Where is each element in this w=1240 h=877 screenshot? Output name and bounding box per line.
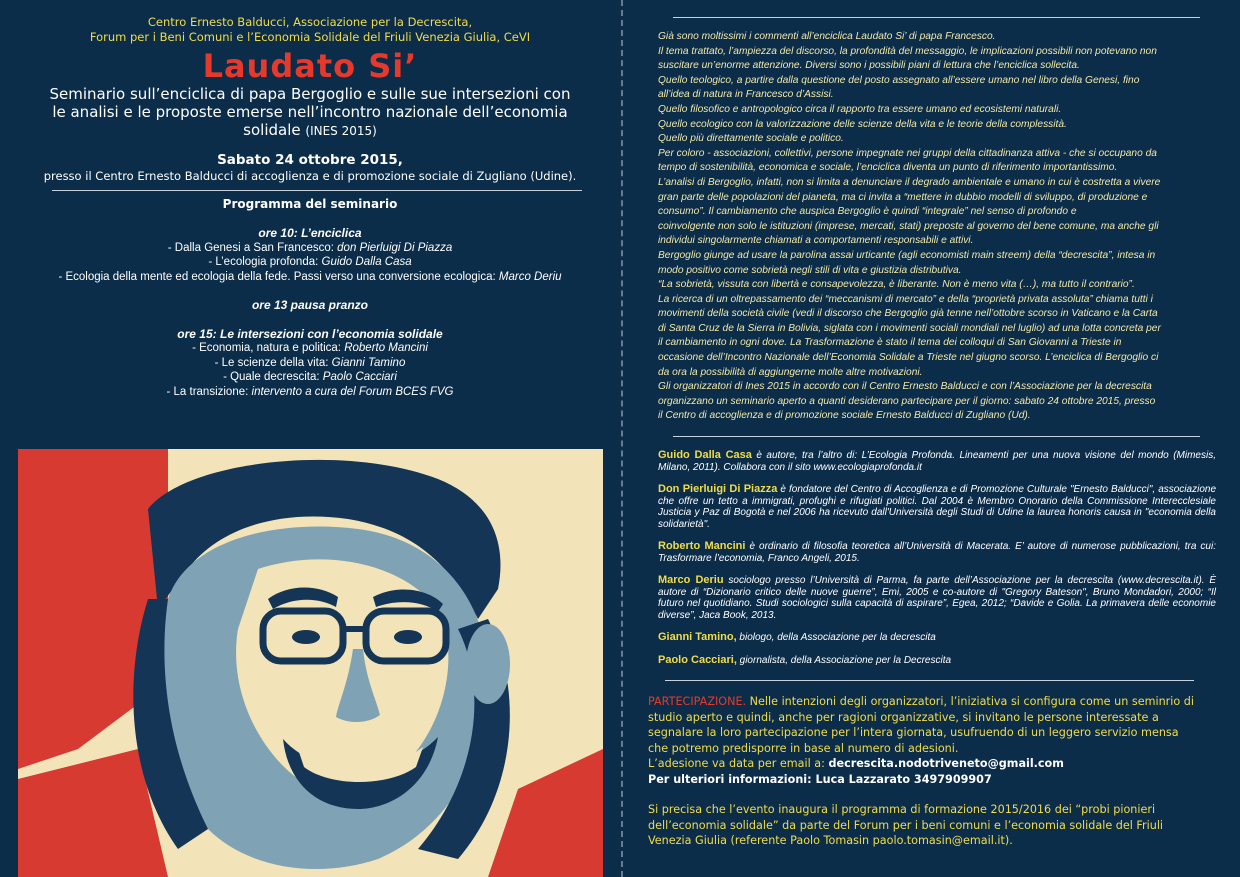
program-item: [0, 255, 620, 270]
participation-note: Si precisa che l’evento inaugura il programma di formazione 2015/2016 dei “probi pionieri dell’economia solidale” da parte del Forum per i beni comuni e l’economia solidale del Friuli Venezia Giulia (referente Paolo Tomasin paolo.tomasin@email.it).: [648, 803, 1164, 848]
bio-text: è fondatore del Centro di Accoglienza e di Promozione Culturale "Ernesto Balducci", associazione che offre un tetto a immigrati, profughi e rifugiati politici. Dal 2004 è Membro Onorario della Commissione Interecclesiale Justicia y Paz di Bogotà e nel 2006 ha ricevuto dall'Università degli Studi di Udine la laurea honoris causa in "economia della solidarietà".: [658, 484, 1217, 530]
organizers-line-1: Centro Ernesto Balducci, Associazione per la Decrescita,: [147, 15, 473, 29]
program-item-title: - Dalla Genesi a San Francesco:: [167, 241, 338, 254]
speaker-name: Gianni Tamino: [331, 356, 406, 369]
contact-info: Per ulteriori informazioni: Luca Lazzarato 3497909907: [648, 772, 992, 786]
program-item: [0, 356, 620, 371]
bio-text: è autore, tra l’altro di: L’Ecologia Profonda. Lineamenti per una nuova visione del mondo (Mimesis, Milano, 2011). Collabora con il sito www.ecologiaprofonda.it: [658, 450, 1216, 473]
intro-line: Già sono moltissimi i commenti all’enciclica Laudato Si’ di papa Francesco.: [658, 31, 996, 42]
program-item-title: - L’ecologia profonda:: [208, 256, 322, 268]
intro-line: individui singolarmente chiamati a comportamenti responsabili e attivi.: [658, 235, 974, 247]
subtitle-line-2: le analisi e le proposte emerse nell’incontro nazionale dell’economia: [52, 103, 568, 121]
intro-line: di Santa Cruz de la Sierra in Bolivia, siglata con i movimenti sociali mondiali nel luglio) ad una lotta concreta per: [658, 322, 1161, 334]
program-item: [0, 241, 620, 256]
bio-text: è ordinario di filosofia teoretica all’Università di Macerata. E’ autore di numerose pubblicazioni, tra cui: Trasformare l’economia, Franco Angeli, 2015.: [658, 541, 1216, 564]
intro-line: Quello filosofico e antropologico circa il rapporto tra essere umano ed ecosistemi naturali.: [658, 103, 1062, 115]
program-item: [0, 270, 620, 285]
intro-line: il cambiamento in ogni dove. La Trasformazione è stato il tema dei colloqui di San Giovanni a Trieste in: [658, 337, 1122, 349]
participation-section: [625, 681, 1240, 849]
intro-line: il Centro di accoglienza e di promozione sociale Ernesto Balducci di Zugliano (Ud).: [658, 410, 1031, 422]
bio-item: [658, 541, 1216, 564]
afternoon-heading: ore 15: Le intersezioni con l’economia solidale: [177, 326, 443, 341]
participation-label: PARTECIPAZIONE.: [648, 695, 747, 709]
intro-line: modo positivo come sobrietà negli stili di vita e giustizia distributiva.: [658, 264, 962, 276]
speaker-name: Guido Dalla Casa: [321, 256, 412, 268]
pope-portrait-illustration: [18, 449, 603, 877]
organizers: [0, 15, 620, 45]
email-label: L’adesione va data per email a:: [648, 757, 829, 771]
program-item-title: - Economia, natura e politica:: [192, 342, 345, 354]
speaker-name: don Pierluigi Di Piazza: [337, 241, 453, 254]
program-item: [0, 341, 620, 356]
divider-line: [52, 190, 582, 191]
bio-name: Marco Deriu: [658, 574, 724, 587]
bio-item: [658, 632, 1216, 644]
intro-line: “La sobrietà, vissuta con libertà e consapevolezza, è liberante. Non è meno vita (…), ma tutto il contrario”.: [658, 279, 1135, 291]
event-place: presso il Centro Ernesto Balducci di accoglienza e di promozione sociale di Zugliano (Udine).: [43, 169, 577, 183]
bio-text: sociologo presso l’Università di Parma, fa parte dell’Associazione per la decrescita (www.decrescita.it). È autore di “Dizionario critico delle nuove guerre”, Emi, 2005 e co-autore di "Gregory Bateson", Bruno Mondadori, 2000; “Il futuro nel quotidiano. Studi sociologici sulla capacità di aspirare”, Egea, 2012; “Davide e Golia. La primavera delle economie diverse”, Jaca Book, 2013.: [658, 575, 1217, 621]
intro-line: Bergoglio giunge ad usare la parolina assai urticante (agli economisti main streem) della “decrescita”, intesa in: [658, 249, 1156, 261]
intro-line: Gli organizzatori di Ines 2015 in accordo con il Centro Ernesto Balducci e con l’Associazione per la decrescita: [658, 381, 1152, 393]
intro-line: all’idea di natura in Francesco d’Assisi.: [658, 89, 834, 101]
participation-text: Nelle intenzioni degli organizzatori, l’iniziativa si configura come un seminrio di studio aperto e quindi, anche per ragioni organizzative, si invitano le persone interessate a segnalare la loro partecipazione per l’intera giornata, usufruendo di un leggero servizio mensa che potremo predisporre in base al numero di adesioni.: [648, 695, 1194, 755]
intro-line: consumo”. Il cambiamento che auspica Bergoglio è quindi “integrale” nel senso di profondo e: [658, 206, 1077, 218]
bio-name: Paolo Cacciari,: [658, 653, 737, 666]
program-item: [0, 370, 620, 385]
intro-line: coinvolgente non solo le istituzioni (imprese, mercati, stati) preposte al governo del bene comune, ma anche gli: [658, 220, 1159, 232]
speaker-name: intervento a cura del Forum BCES FVG: [251, 385, 454, 398]
participation-info: [648, 772, 1200, 788]
program-item-title: - Le scienze della vita:: [214, 356, 332, 369]
subtitle-line-1: Seminario sull’enciclica di papa Bergoglio e sulle sue intersezioni con: [49, 85, 571, 103]
bio-name: Guido Dalla Casa: [658, 449, 752, 462]
intro-line: Quello teologico, a partire dalla questione del posto assegnato all’essere umano nel libro della Genesi, fino: [658, 74, 1140, 86]
bio-name: Gianni Tamino,: [658, 631, 737, 644]
bio-text: biologo, della Associazione per la decrescita: [736, 632, 936, 644]
intro-line: Quello ecologico con la valorizzazione delle scienze della vita e le teorie della complessità.: [658, 118, 1067, 130]
intro-line: organizzano un seminario aperto a quanti desiderano partecipare per il giorno: sabato 24 ottobre 2015, presso: [658, 395, 1156, 407]
intro-line: Per coloro - associazioni, collettivi, persone impegnate nei gruppi della cittadinanza attiva - che si occupano da: [658, 147, 1157, 159]
intro-line: tempo di sostenibilità, economica e sociale, l’enciclica diventa un punto di riferimento importantissimo.: [658, 162, 1118, 174]
subtitle-line-3-text: solidale: [243, 121, 301, 139]
intro-line: L’analisi di Bergoglio, infatti, non si limita a denunciare il degrado ambientale e umano in cui è costretta a vivere: [658, 176, 1161, 188]
bio-item: [658, 450, 1216, 473]
intro-line: La ricerca di un oltrepassamento dei “meccanismi di mercato” e della “proprietà privata assoluta” chiama tutti i: [658, 293, 1153, 305]
intro-line: da ora la possibilità di aggiungerne molte altre motivazioni.: [658, 366, 923, 378]
participation-paragraph: [648, 694, 1200, 756]
event-date: Sabato 24 ottobre 2015,: [217, 152, 403, 168]
page-fold-divider: [621, 0, 623, 877]
intro-line: Il tema trattato, l’ampiezza del discorso, la profondità del messaggio, le implicazioni possibili non potevano non: [658, 45, 1157, 57]
program-item-title: - Quale decrescita:: [223, 371, 323, 383]
lunch-heading: ore 13 pausa pranzo: [251, 298, 369, 312]
subtitle-ines: (INES 2015): [305, 124, 377, 138]
subtitle: [0, 85, 620, 140]
program-lunch: [0, 298, 620, 313]
intro-text: [625, 18, 1240, 424]
bio-text: giornalista, della Associazione per la Decrescita: [736, 654, 952, 666]
right-page: [625, 0, 1240, 877]
organizers-line-2: Forum per i Beni Comuni e l’Economia Solidale del Friuli Venezia Giulia, CeVI: [89, 30, 531, 44]
speaker-name: Paolo Cacciari: [322, 371, 397, 383]
intro-line: movimenti della società civile (vedi il discorso che Bergoglio già tenne nell’ottobre scorso in Vaticano e la Carta: [658, 308, 1158, 320]
contact-email: decrescita.nodotriveneto@gmail.com: [828, 757, 1064, 771]
bio-name: Don Pierluigi Di Piazza: [658, 483, 778, 496]
bio-item: [658, 655, 1216, 667]
bio-item: [658, 575, 1216, 621]
bio-item: [658, 484, 1216, 530]
intro-line: gran parte delle popolazioni del pianeta, ma ci invita a “mettere in dubbio modelli di sviluppo, di produzione e: [658, 191, 1148, 203]
intro-line: suscitare un’enorme attenzione. Diversi sono i possibili piani di lettura che l’enciclica sollecita.: [658, 60, 1080, 72]
pope-portrait-poster: [18, 449, 603, 877]
program-afternoon: [0, 327, 620, 400]
subtitle-line-3: [30, 121, 590, 140]
participation-email-line: [648, 756, 1200, 772]
program-morning: [0, 226, 620, 284]
program-item-title: - Ecologia della mente ed ecologia della fede. Passi verso una conversione ecologica:: [58, 270, 499, 283]
intro-line: occasione dell’Incontro Nazionale dell’Economia Solidale a Trieste nel giugno scorso. L’enciclica di Bergoglio ci: [658, 352, 1159, 364]
program-item-title: - La transizione:: [166, 385, 252, 398]
program-title: Programma del seminario: [222, 197, 398, 211]
page-title: Laudato Si’: [202, 47, 418, 85]
speaker-bios: [625, 437, 1240, 666]
intro-line: Quello più direttamente sociale e politico.: [658, 133, 844, 145]
speaker-name: Marco Deriu: [498, 270, 562, 283]
morning-heading: ore 10: L’enciclica: [258, 226, 362, 240]
speaker-name: Roberto Mancini: [344, 342, 428, 354]
program-item: [0, 385, 620, 400]
bio-name: Roberto Mancini: [658, 540, 746, 553]
